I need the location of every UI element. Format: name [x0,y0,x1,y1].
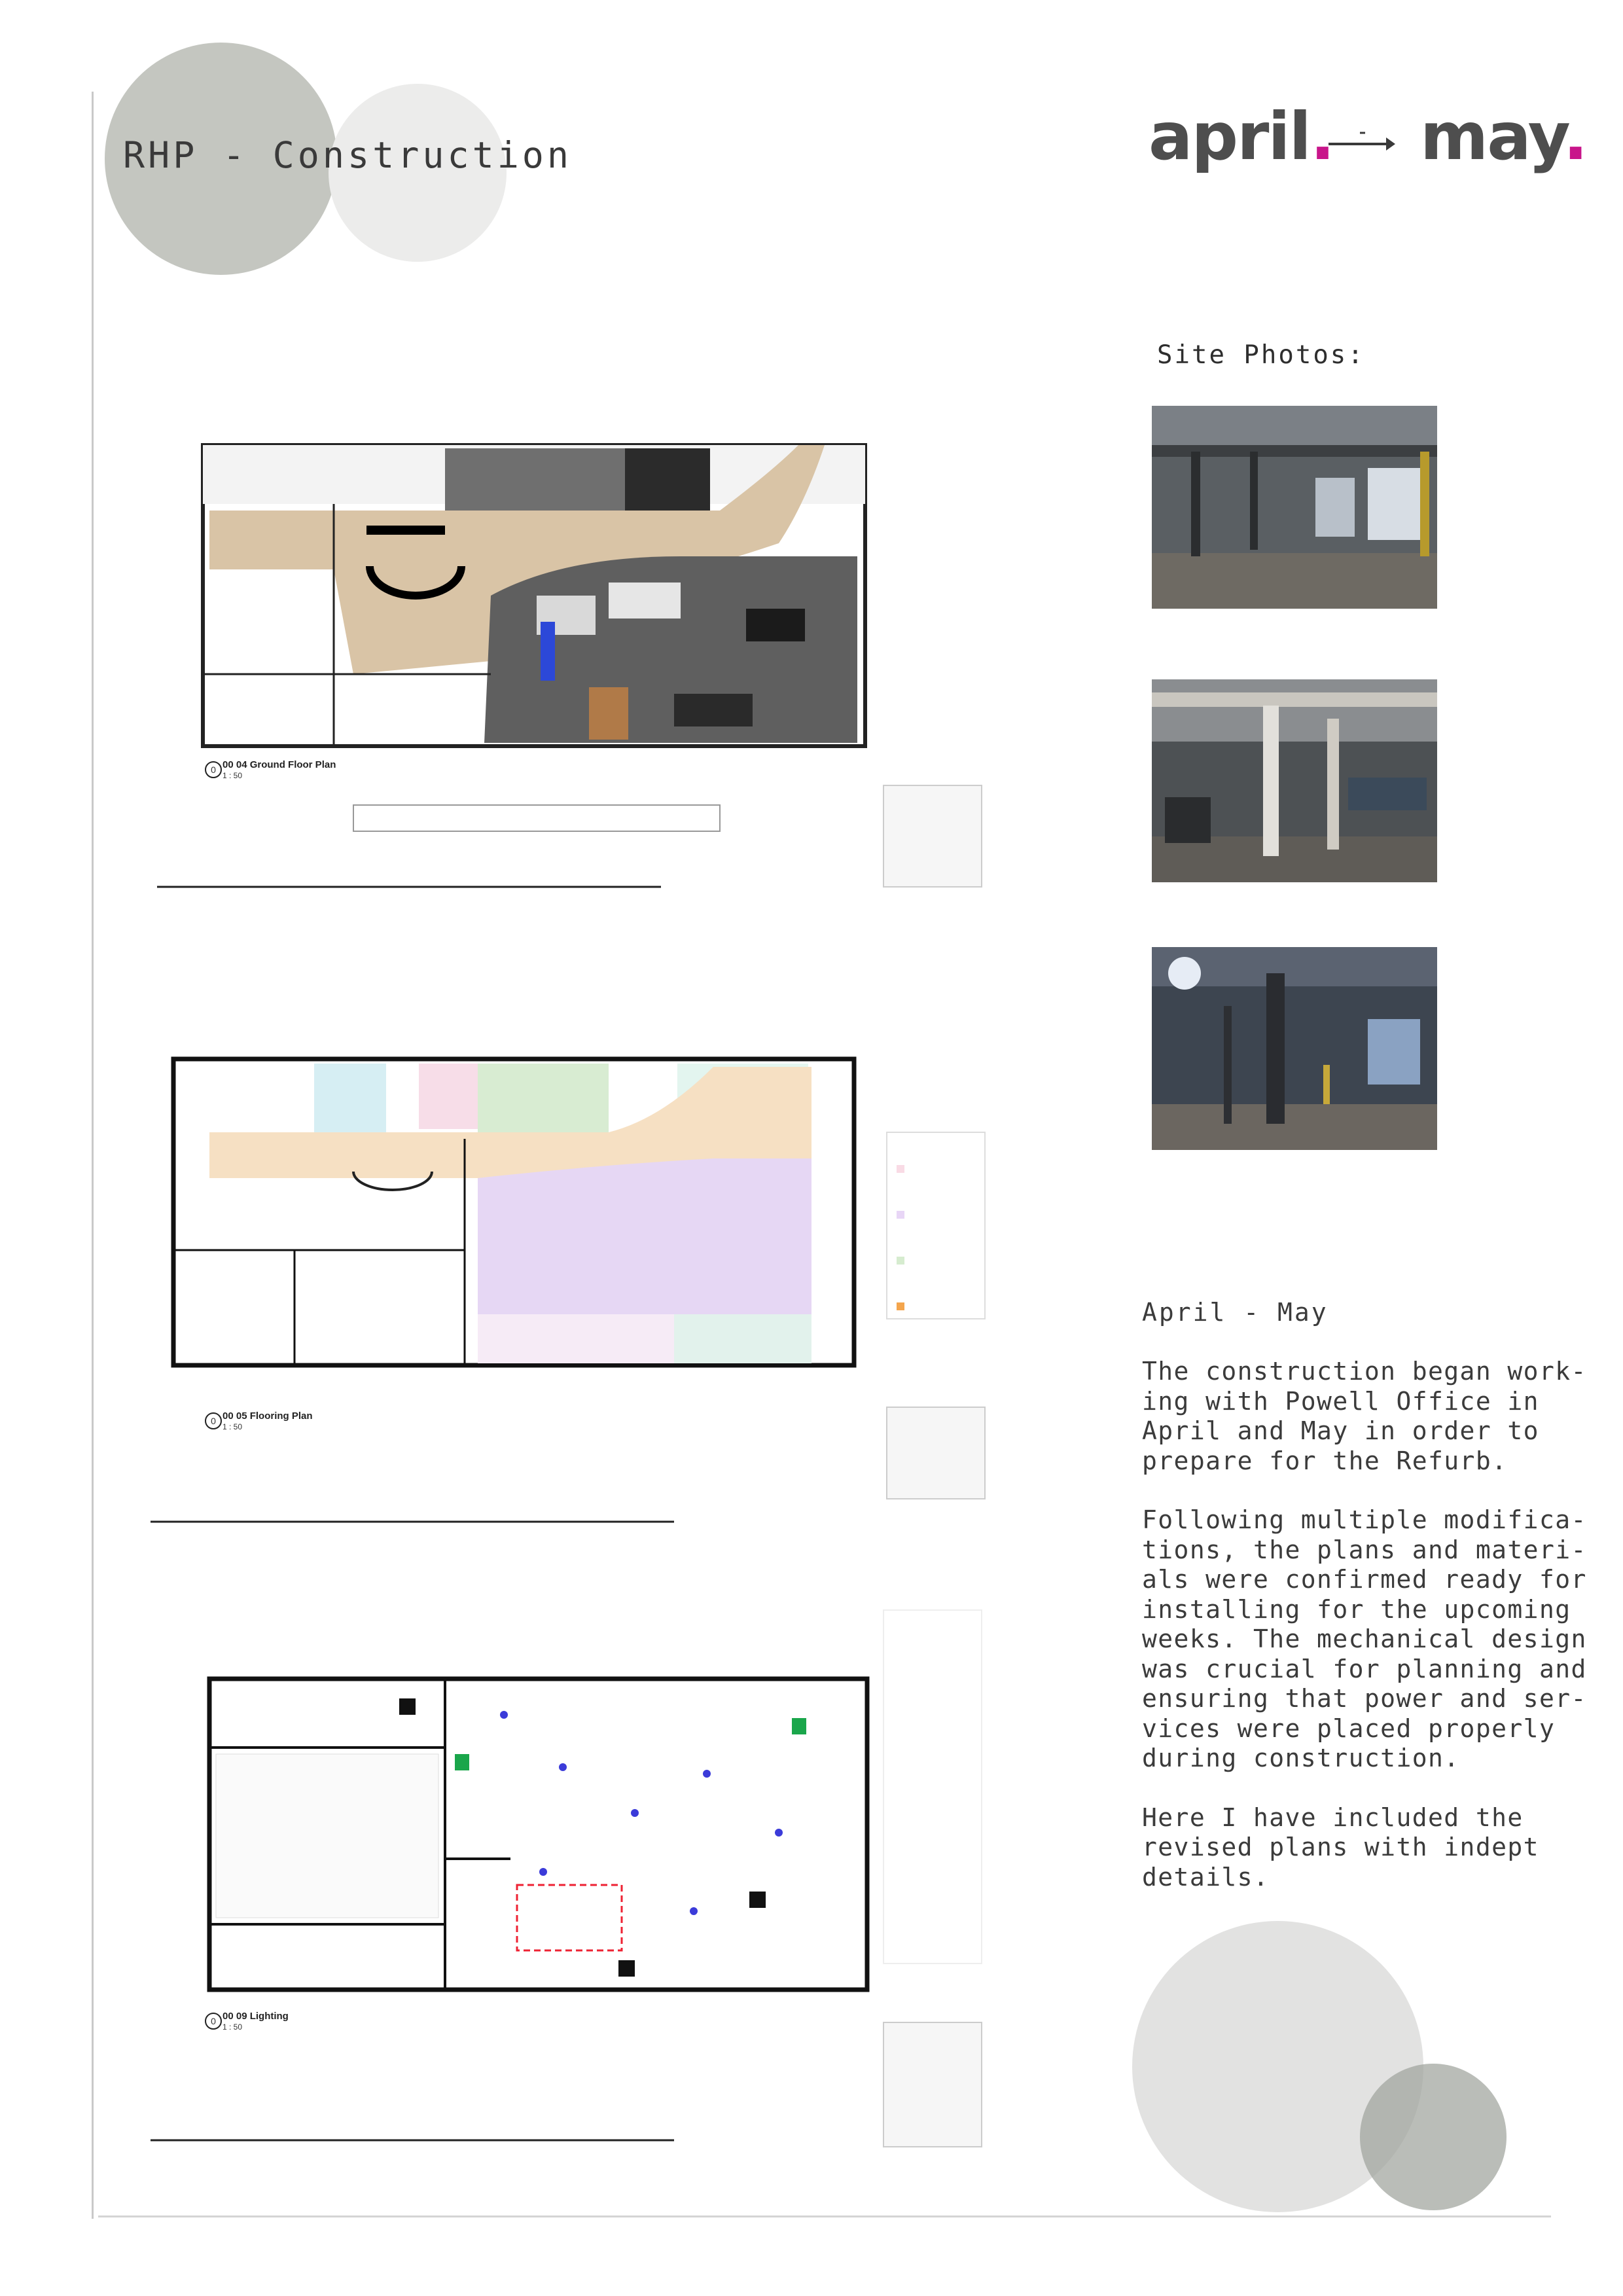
flooring-plan-title: 00 05 Flooring Plan [223,1410,313,1422]
lighting-plan-number: 0 [205,2013,222,2030]
site-photo-3 [1152,947,1437,1150]
article-paragraph-1: The construction began work-ing with Powell Office in April and May in order to prepare for the Refurb. [1142,1357,1587,1475]
site-photo-2 [1152,679,1437,882]
page-title: RHP - Construction [123,134,573,176]
lighting-plan-scale: 1 : 50 [223,2022,243,2032]
article-heading: April - May [1142,1298,1329,1327]
lighting-plan-drawing [137,1597,995,2160]
flooring-plan-scale: 1 : 50 [223,1422,243,1431]
arrow-right-icon [1327,131,1396,157]
logo-may-dot: . [1563,98,1587,175]
page-bottom-rule [98,2215,1551,2217]
logo-april-dot: . [1310,98,1334,175]
decorative-circle-small-bottom [1360,2064,1507,2210]
ground-floor-plan-number: 0 [205,761,222,778]
logo-may [1420,98,1587,175]
ground-floor-plan-title: 00 04 Ground Floor Plan [223,759,336,770]
flooring-plan-number: 0 [205,1412,222,1429]
ground-floor-plan-drawing [137,308,995,903]
logo-april [1149,98,1334,175]
article-paragraph-3: Here I have included the revised plans with indept details. [1142,1803,1539,1892]
flooring-plan-drawing [137,1041,995,1538]
logo-april-word: april [1149,98,1310,175]
logo-may-word: may [1420,98,1563,175]
page-vertical-rule [92,92,94,2219]
site-photo-1 [1152,406,1437,609]
article-paragraph-2: Following multiple modifica-tions, the plans and materi-als were confirmed ready for installing for the upcoming weeks. The mechanical design was crucial for planning and ensuring that power and ser-vices were placed properly during construction. [1142,1505,1587,1772]
ground-floor-plan-scale: 1 : 50 [223,771,243,780]
lighting-plan-title: 00 09 Lighting [223,2011,289,2022]
site-photos-label: Site Photos: [1157,340,1365,370]
article-body [1142,1357,1600,1922]
